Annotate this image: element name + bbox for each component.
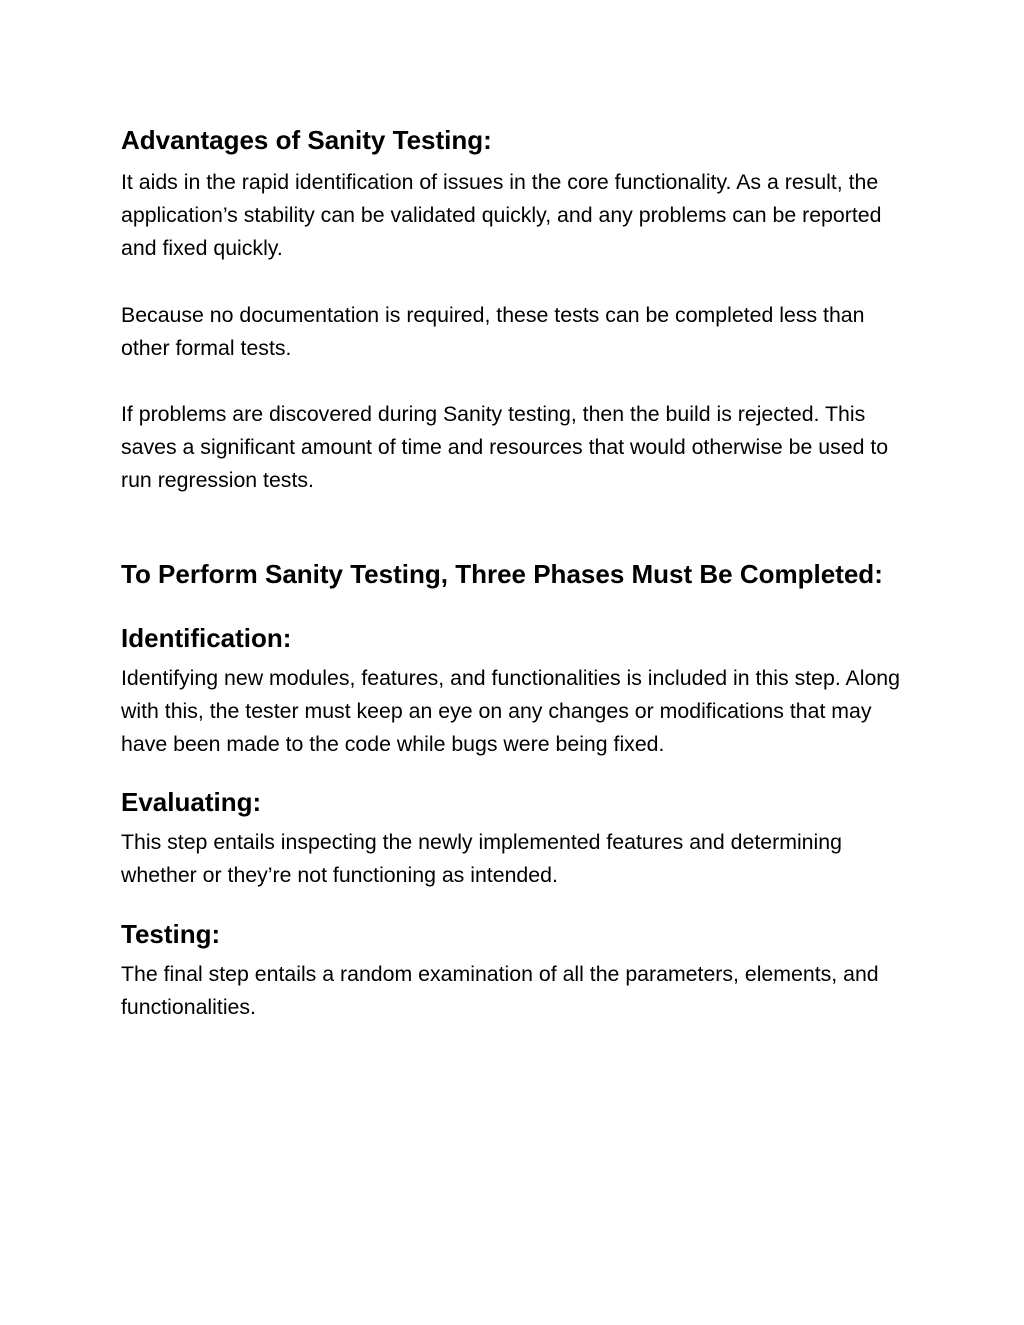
phase-body-evaluating: This step entails inspecting the newly implemented features and determining whether or they’re not functioning as intended. xyxy=(121,830,842,888)
phase-body-identification: Identifying new modules, features, and functionalities is included in this step. Along with this, the tester must keep an eye on any changes or modifications that may have been made to the code while bugs were being fixed. xyxy=(121,665,900,757)
phase-body-testing: The final step entails a random examination of all the parameters, elements, and functionalities. xyxy=(121,961,879,1019)
advantages-paragraph: It aids in the rapid identification of issues in the core functionality. As a result, the application’s stability can be validated quickly, and any problems can be reported and fixed quickly. xyxy=(121,170,882,261)
phase-title-testing: Testing: xyxy=(121,918,221,949)
phase-title-identification: Identification: xyxy=(121,622,292,653)
phases-heading: To Perform Sanity Testing, Three Phases Must Be Completed: xyxy=(121,558,883,589)
advantages-paragraph: Because no documentation is required, these tests can be completed less than other formal tests. xyxy=(121,302,865,360)
document-page xyxy=(121,120,911,1024)
advantages-heading: Advantages of Sanity Testing: xyxy=(121,125,492,155)
advantages-paragraph: If problems are discovered during Sanity testing, then the build is rejected. This saves a significant amount of time and resources that would otherwise be used to run regression tests. xyxy=(121,402,889,493)
phase-title-evaluating: Evaluating: xyxy=(121,787,262,818)
